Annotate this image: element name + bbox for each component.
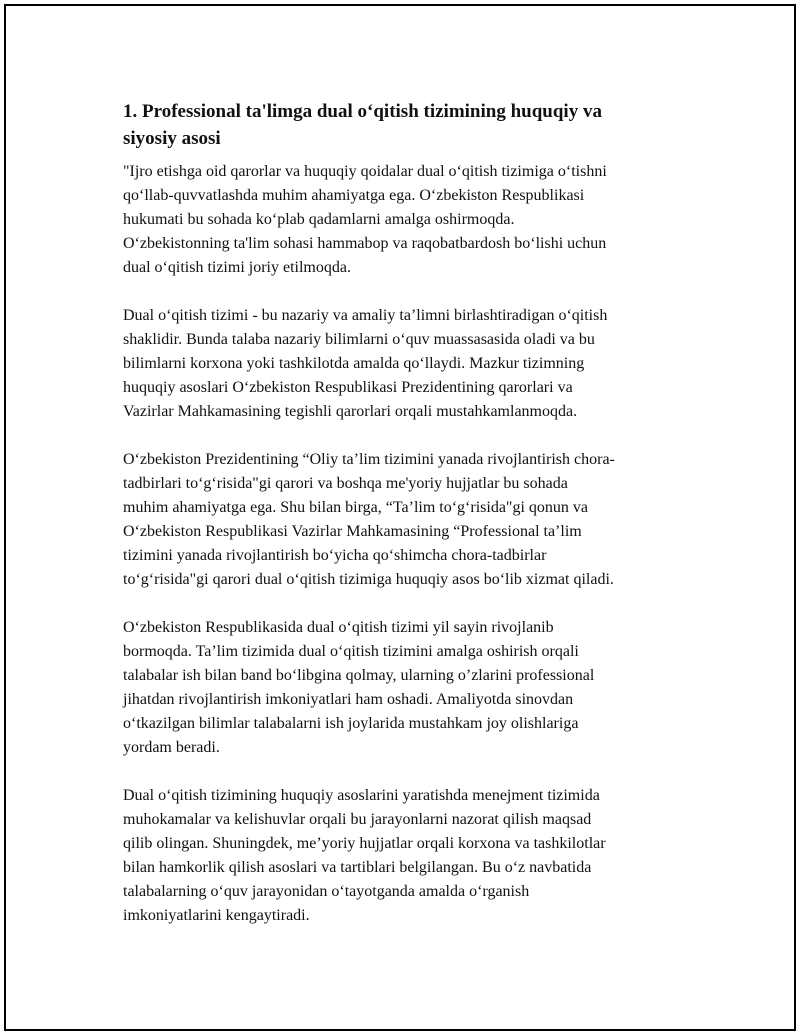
paragraph-line: talabalar ish bilan band bo‘libgina qolmay, ularning o’zlarini professional (123, 667, 595, 684)
paragraph-line: qilib olingan. Shuningdek, me’yoriy hujjatlar orqali korxona va tashkilotlar (123, 835, 606, 852)
paragraph-line: O‘zbekiston Respublikasi Vazirlar Mahkamasining “Professional ta’lim (123, 523, 582, 540)
paragraph-line: muhokamalar va kelishuvlar orqali bu jarayonlarni nazorat qilish maqsad (123, 811, 592, 828)
paragraph-line: dual o‘qitish tizimi joriy etilmoqda. (123, 259, 351, 276)
paragraph-line: jihatdan rivojlantirish imkoniyatlari ham oshadi. Amaliyotda sinovdan (123, 691, 574, 708)
section-title (123, 98, 703, 152)
paragraph-1 (123, 160, 703, 280)
paragraph-line: bormoqda. Ta’lim tizimida dual o‘qitish tizimini amalga oshirish orqali (123, 643, 579, 660)
section-title-line: siyosiy asosi (123, 128, 221, 149)
paragraph-line: bilimlarni korxona yoki tashkilotda amalda qo‘llaydi. Mazkur tizimning (123, 355, 585, 372)
paragraph-line: tizimini yanada rivojlantirish bo‘yicha qo‘shimcha chora-tadbirlar (123, 547, 547, 564)
paragraph-line: bilan hamkorlik qilish asoslari va tartiblari belgilangan. Bu o‘z navbatida (123, 859, 592, 876)
paragraph-line: tadbirlari to‘g‘risida"gi qarori va boshqa me'yoriy hujjatlar bu sohada (123, 475, 568, 492)
paragraph-line: "Ijro etishga oid qarorlar va huquqiy qoidalar dual o‘qitish tizimiga o‘tishni (123, 163, 607, 180)
paragraph-line: O‘zbekiston Prezidentining “Oliy ta’lim tizimini yanada rivojlantirish chora- (123, 451, 615, 468)
paragraph-line: muhim ahamiyatga ega. Shu bilan birga, “Ta’lim to‘g‘risida"gi qonun va (123, 499, 589, 516)
paragraph-line: O‘zbekistonning ta'lim sohasi hammabop va raqobatbardosh bo‘lishi uchun (123, 235, 607, 252)
document-body (123, 98, 703, 952)
paragraph-4 (123, 616, 703, 760)
page-frame (4, 4, 796, 1031)
paragraph-line: talabalarning o‘quv jarayonidan o‘tayotganda amalda o‘rganish (123, 883, 530, 900)
paragraph-line: yordam beradi. (123, 739, 220, 756)
paragraph-line: huquqiy asoslari O‘zbekiston Respublikasi Prezidentining qarorlari va (123, 379, 573, 396)
section-title-line: 1. Professional ta'limga dual o‘qitish tizimining huquqiy va (123, 101, 602, 122)
paragraph-5 (123, 784, 703, 928)
paragraph-line: o‘tkazilgan bilimlar talabalarni ish joylarida mustahkam joy olishlariga (123, 715, 579, 732)
paragraph-line: qo‘llab-quvvatlashda muhim ahamiyatga ega. O‘zbekiston Respublikasi (123, 187, 585, 204)
paragraph-line: Dual o‘qitish tizimi - bu nazariy va amaliy ta’limni birlashtiradigan o‘qitish (123, 307, 608, 324)
paragraph-line: hukumati bu sohada ko‘plab qadamlarni amalga oshirmoqda. (123, 211, 515, 228)
paragraph-line: imkoniyatlarini kengaytiradi. (123, 907, 310, 924)
paragraph-line: Dual o‘qitish tizimining huquqiy asoslarini yaratishda menejment tizimida (123, 787, 600, 804)
paragraph-line: Vazirlar Mahkamasining tegishli qarorlari orqali mustahkamlanmoqda. (123, 403, 578, 420)
paragraph-3 (123, 448, 703, 592)
paragraph-line: shaklidir. Bunda talaba nazariy bilimlarni o‘quv muassasasida oladi va bu (123, 331, 595, 348)
paragraph-line: O‘zbekiston Respublikasida dual o‘qitish tizimi yil sayin rivojlanib (123, 619, 554, 636)
paragraph-2 (123, 304, 703, 424)
paragraph-line: to‘g‘risida"gi qarori dual o‘qitish tizimiga huquqiy asos bo‘lib xizmat qiladi. (123, 571, 614, 588)
